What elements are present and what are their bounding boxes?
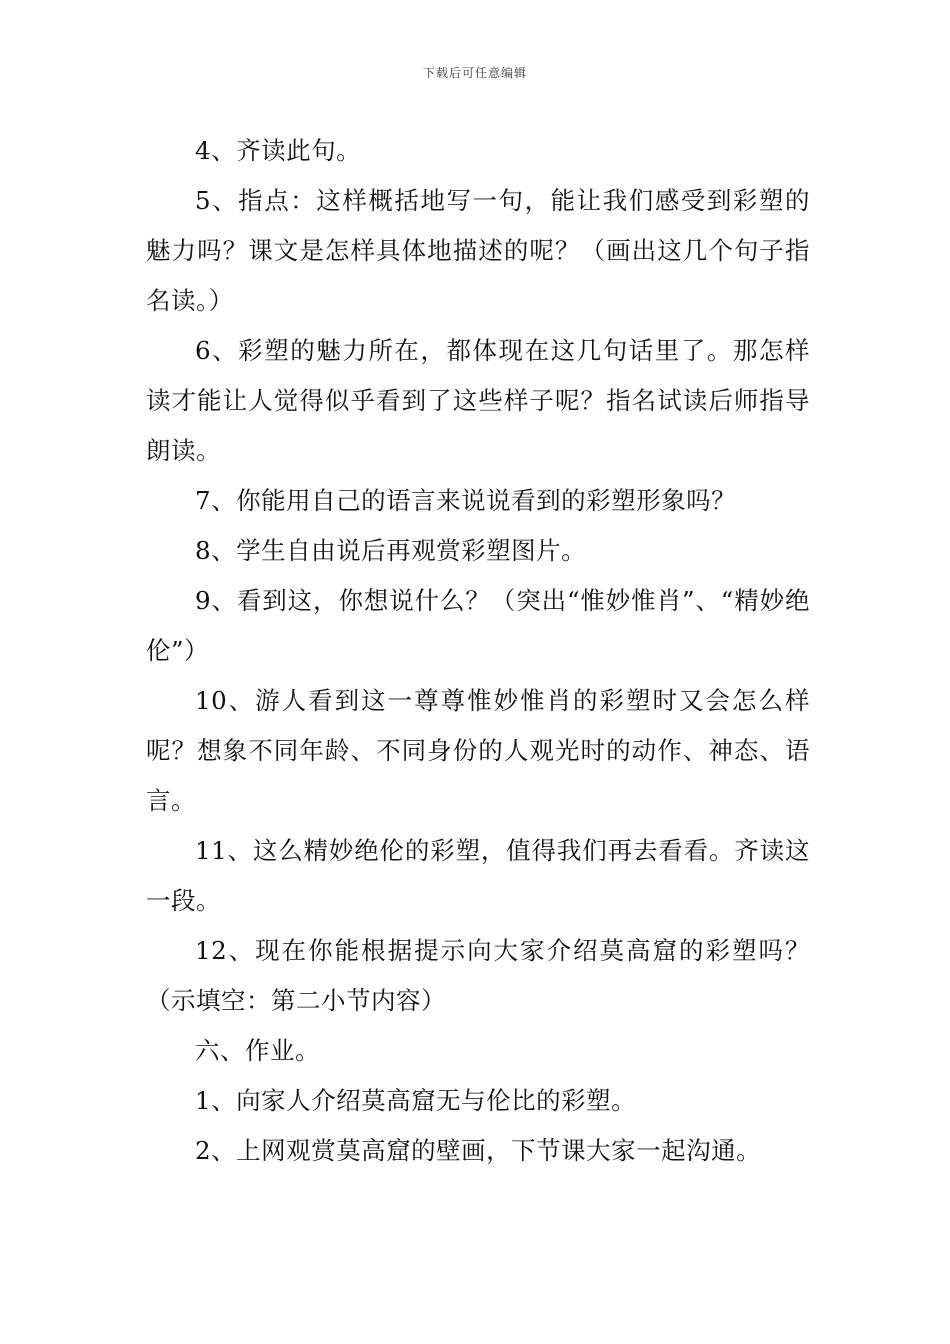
paragraph-step-8: 8、学生自由说后再观赏彩塑图片。 [195,536,587,565]
paragraph-step-7: 7、你能用自己的语言来说说看到的彩塑形象吗？ [195,486,737,515]
section-heading-homework: 六、作业。 [195,1036,320,1065]
paragraph-step-11: 11、这么精妙绝伦的彩塑，值得我们再去看看。齐读这一段。 [146,836,810,915]
document-body [146,126,810,1176]
homework-item-1: 1、向家人介绍莫高窟无与伦比的彩塑。 [195,1086,637,1115]
paragraph-step-9: 9、看到这，你想说什么？（突出“惟妙惟肖”、“精妙绝伦”） [146,586,810,665]
paragraph-step-10: 10、游人看到这一尊尊惟妙惟肖的彩塑时又会怎么样呢？想象不同年龄、不同身份的人观光时的动作、神态、语言。 [146,686,810,815]
paragraph-step-6: 6、彩塑的魅力所在，都体现在这几句话里了。那怎样读才能让人觉得似乎看到了这些样子呢？指名试读后师指导朗读。 [146,336,810,465]
paragraph-step-5: 5、指点：这样概括地写一句，能让我们感受到彩塑的魅力吗？课文是怎样具体地描述的呢？（画出这几个句子指名读。） [146,186,810,315]
homework-item-2: 2、上网观赏莫高窟的壁画，下节课大家一起沟通。 [195,1136,762,1165]
page-header-note: 下载后可任意编辑 [422,66,527,80]
paragraph-step-4: 4、齐读此句。 [195,136,362,165]
paragraph-step-12: 12、现在你能根据提示向大家介绍莫高窟的彩塑吗？（示填空：第二小节内容） [146,936,810,1015]
